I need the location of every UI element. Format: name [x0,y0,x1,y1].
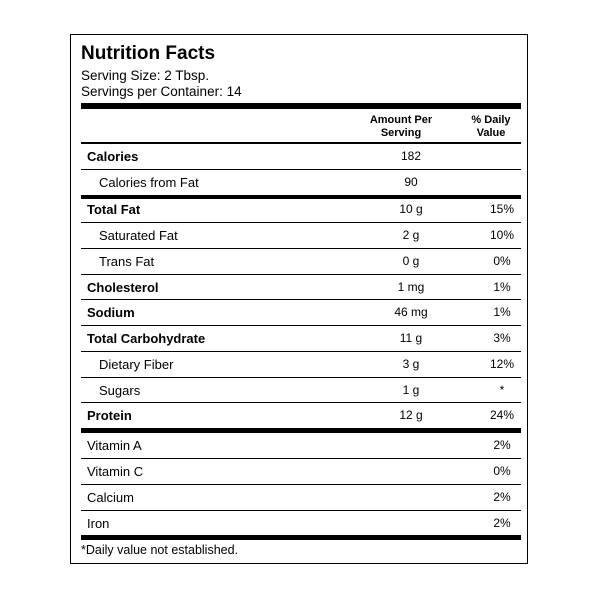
nutrient-row [81,275,521,300]
column-header-amount [356,114,446,140]
thick-divider [81,103,521,109]
nutrient-daily-value: 1% [493,280,511,294]
header-amount-line2: Serving [380,127,422,139]
nutrient-amount: 3 g [402,357,420,371]
nutrient-daily-value: 0% [493,254,511,268]
serving-info [81,68,242,100]
nutrient-name: Dietary Fiber [99,357,174,372]
nutrient-amount: 10 g [399,202,423,216]
nutrient-amount: 2 g [402,228,420,242]
vitamin-name: Vitamin C [87,464,144,479]
vitamin-row [81,485,521,510]
nutrition-facts-label [70,34,528,564]
nutrient-daily-value: 3% [493,331,511,345]
nutrient-row [81,197,521,222]
header-amount-line1: Amount Per [369,114,433,126]
nutrient-amount: 12 g [399,408,423,422]
nutrient-row [81,249,521,274]
nutrient-amount: 1 mg [397,280,425,294]
nutrient-name: Trans Fat [99,254,155,269]
nutrient-name: Cholesterol [87,280,159,295]
serving-size: Serving Size: 2 Tbsp. [81,68,210,83]
nutrient-name: Total Carbohydrate [87,331,206,346]
label-title: Nutrition Facts [81,43,216,64]
nutrient-name: Sugars [99,383,141,398]
nutrient-daily-value: * [499,383,505,397]
nutrient-amount: 182 [400,149,422,163]
vitamin-row [81,433,521,458]
nutrient-daily-value: 24% [489,408,515,422]
nutrient-row [81,352,521,377]
column-header-daily-value [451,114,531,140]
header-dv-line2: Value [476,127,506,139]
header-dv-line1: % Daily [471,114,511,126]
footnote: *Daily value not established. [81,543,239,557]
nutrient-row [81,300,521,325]
vitamin-daily-value: 0% [493,464,511,478]
nutrient-row [81,378,521,403]
nutrient-name: Calories [87,149,139,164]
nutrient-name: Protein [87,408,132,423]
vitamin-daily-value: 2% [493,438,511,452]
vitamin-daily-value: 2% [493,490,511,504]
nutrient-amount: 0 g [402,254,420,268]
nutrient-row [81,326,521,351]
vitamin-name: Calcium [87,490,134,505]
nutrient-row [81,223,521,248]
nutrient-daily-value: 12% [489,357,515,371]
nutrient-name: Total Fat [87,202,141,217]
nutrient-amount: 90 [404,175,418,189]
nutrient-name: Sodium [87,305,135,320]
vitamin-row [81,511,521,536]
thick-divider [81,535,521,540]
nutrient-amount: 46 mg [394,305,428,319]
nutrient-row [81,403,521,428]
nutrient-daily-value: 15% [489,202,515,216]
nutrient-daily-value: 10% [489,228,515,242]
nutrient-amount: 11 g [399,331,423,345]
vitamin-name: Vitamin A [87,438,142,453]
nutrient-name: Saturated Fat [99,228,178,243]
vitamin-row [81,459,521,484]
nutrient-amount: 1 g [402,383,420,397]
nutrient-row [81,170,521,195]
vitamin-name: Iron [87,516,110,531]
nutrient-row [81,144,521,169]
nutrient-daily-value: 1% [493,305,511,319]
servings-per-container: Servings per Container: 14 [81,84,242,99]
vitamin-daily-value: 2% [493,516,511,530]
nutrient-name: Calories from Fat [99,175,199,190]
